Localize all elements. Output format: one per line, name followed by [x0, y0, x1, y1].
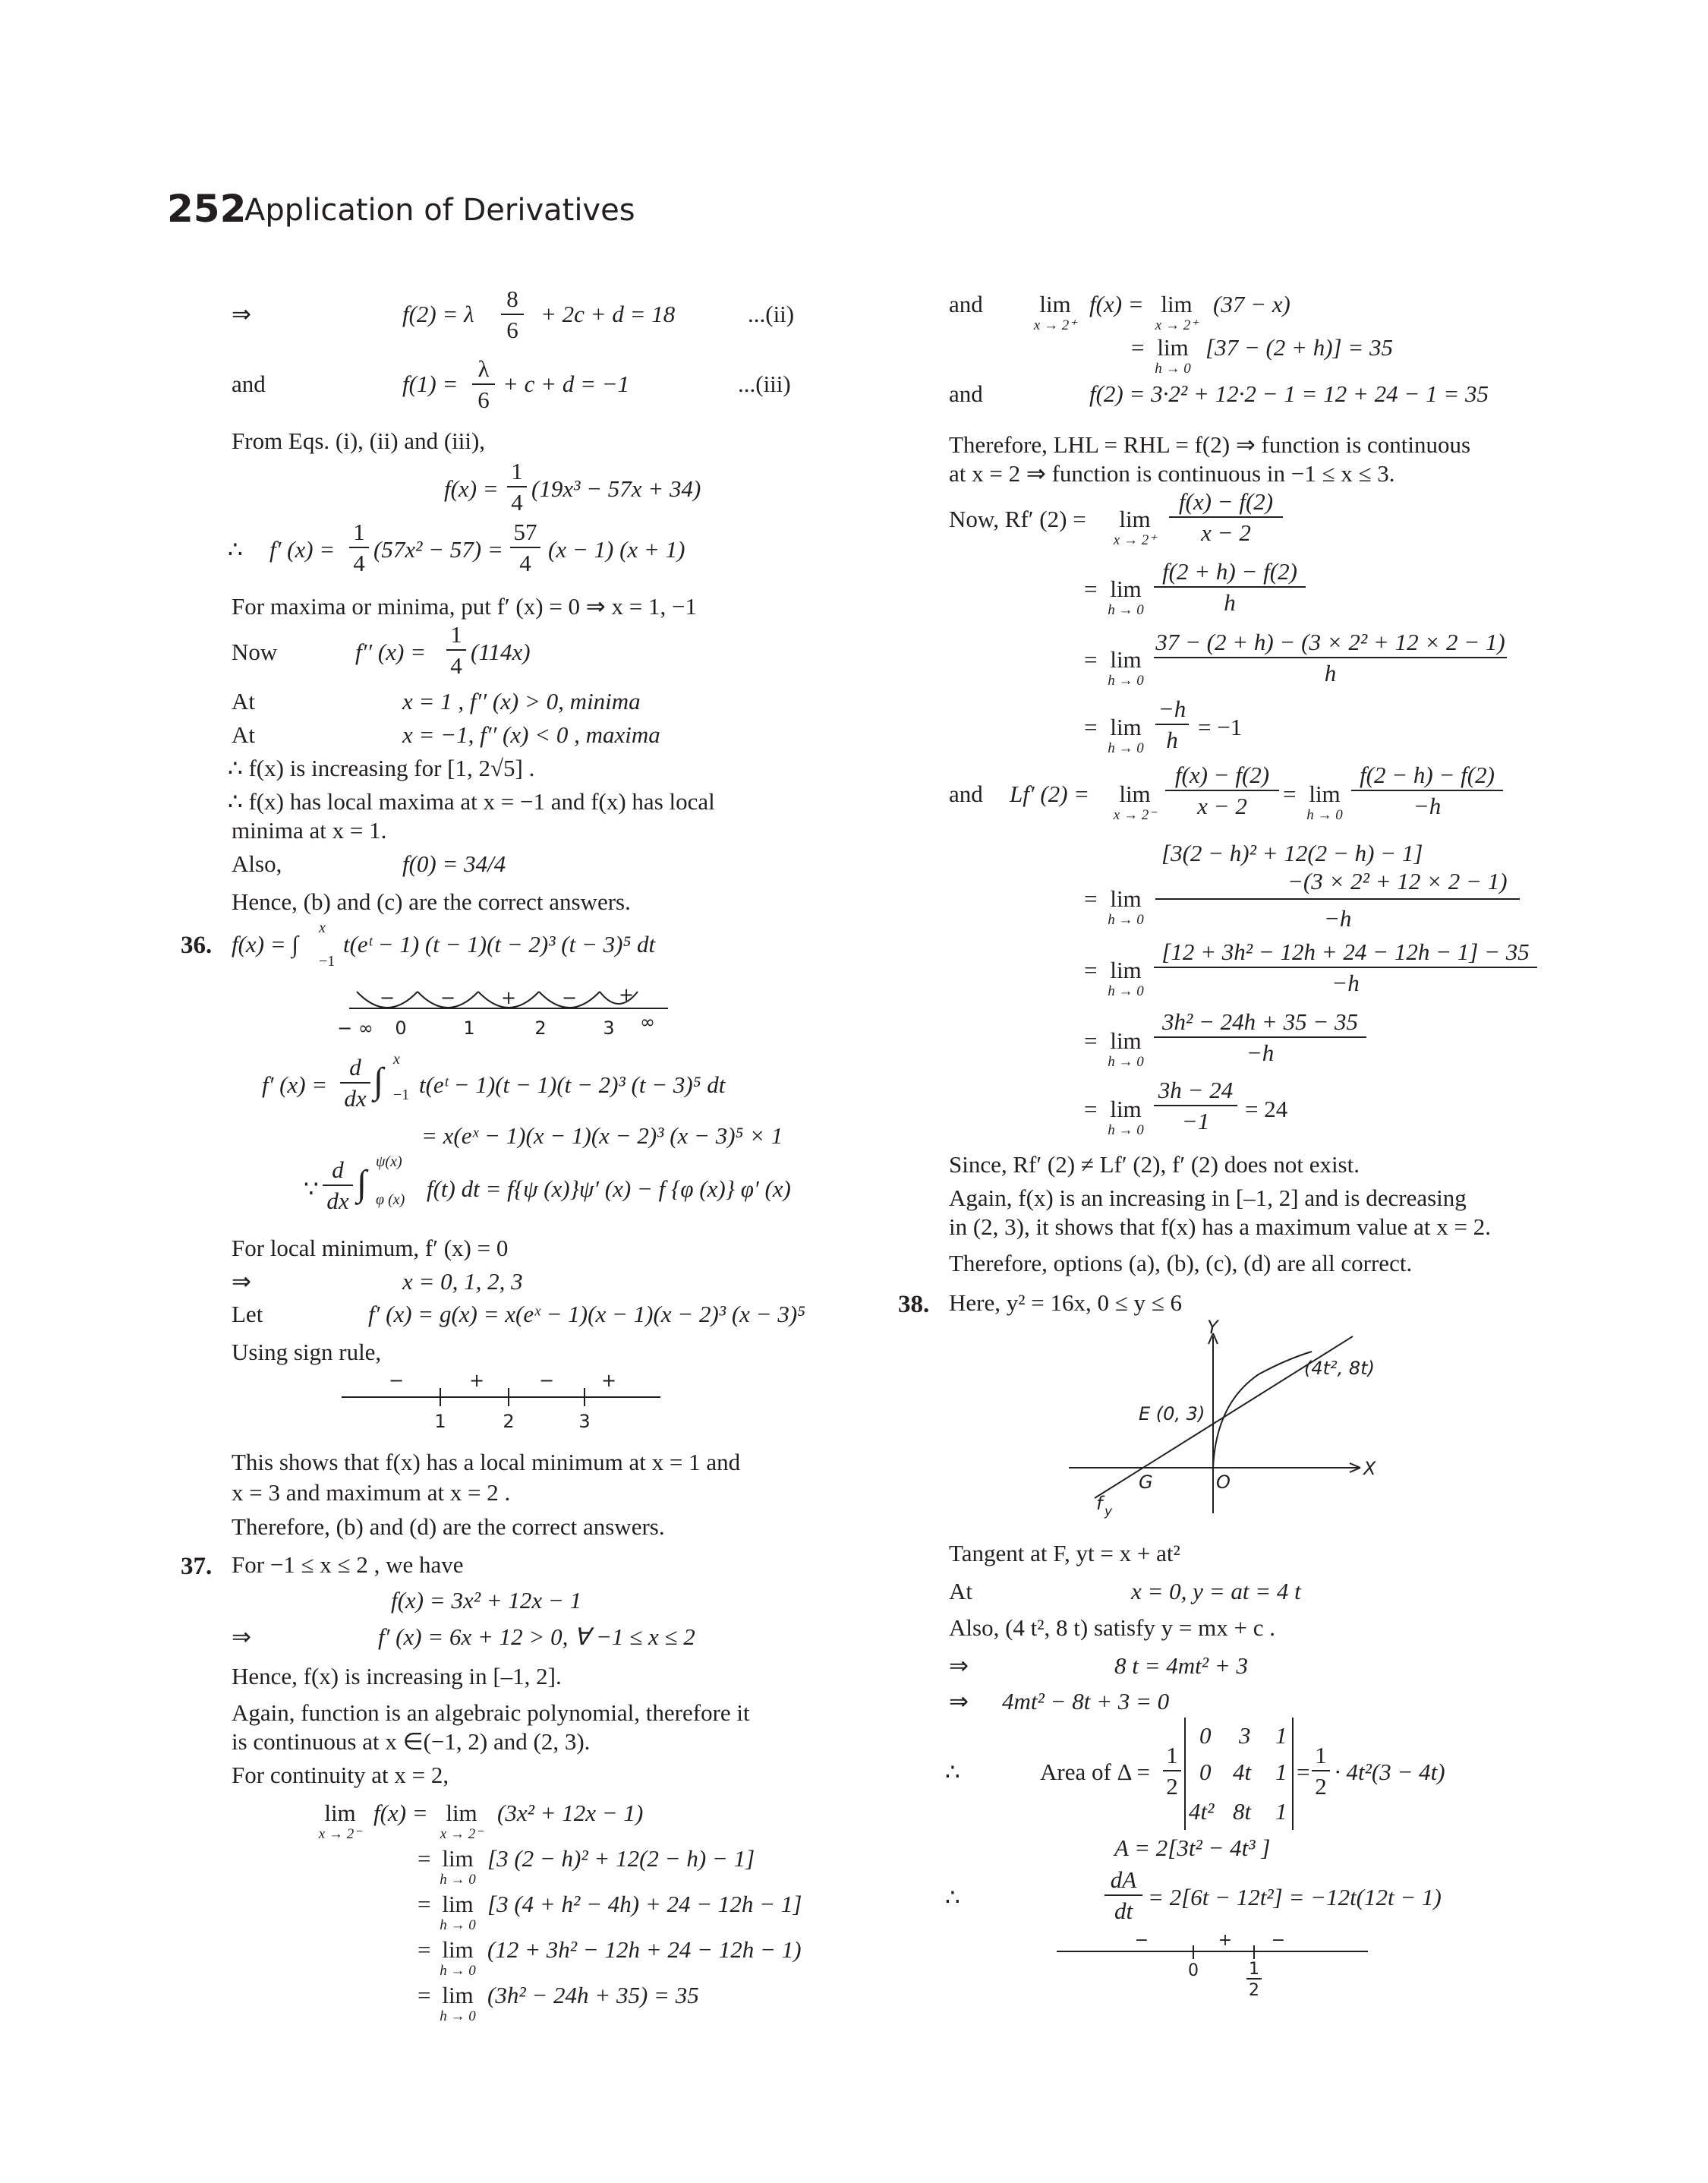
equation-fprime-mid: (57x² − 57) = — [373, 536, 503, 563]
equation-derivative: = 2[6t − 12t²] = −12t(12t − 1) — [1148, 1884, 1442, 1910]
sign-diagram-3 — [1057, 1929, 1376, 2000]
limit-subscript: h → 0 — [1108, 1122, 1144, 1138]
limit-operator: lim — [1039, 291, 1071, 317]
equation-part: f(x) = — [373, 1800, 428, 1826]
limit-expression — [1099, 1029, 1152, 1069]
equation-fx-rest: (19x³ − 57x + 34) — [531, 475, 701, 502]
equation-fdoubleprime: f′′ (x) = — [355, 639, 426, 665]
question-number-36: 36. — [181, 932, 213, 959]
matrix-cell: 0 — [1199, 1759, 1212, 1785]
denominator: −1 — [1181, 1108, 1210, 1134]
equals-sign: = — [418, 1891, 431, 1917]
text-line: For local minimum, f′ (x) = 0 — [232, 1235, 509, 1261]
equation-fx: f(x) = 3x² + 12x − 1 — [391, 1587, 582, 1614]
text-line: x = 1 , f′′ (x) > 0, minima — [402, 688, 641, 715]
sign-diagram-2 — [342, 1367, 676, 1435]
at-label: At — [232, 688, 255, 715]
denominator: −h — [1331, 970, 1360, 996]
axis-label: 0 — [1188, 1961, 1199, 1980]
limit-subscript: h → 0 — [440, 1917, 476, 1933]
sign-label: + — [618, 984, 635, 1005]
equation-part: · 4t²(3 − 4t) — [1335, 1759, 1445, 1785]
equation-fx: f(x) = — [444, 475, 499, 502]
text-line: Again, f(x) is an increasing in [–1, 2] and is decreasing — [949, 1185, 1467, 1211]
numerator: 37 − (2 + h) − (3 × 2² + 12 × 2 − 1) — [1155, 629, 1505, 655]
limit-operator: lim — [1110, 885, 1142, 912]
matrix-cell: 0 — [1199, 1722, 1212, 1749]
implies-sign: ⇒ — [949, 1652, 969, 1679]
limit-subscript: h → 0 — [1108, 740, 1144, 756]
text-line: minima at x = 1. — [232, 817, 387, 844]
matrix-cell: 4t² — [1189, 1798, 1215, 1825]
text-line: Therefore, (b) and (d) are the correct answers. — [232, 1513, 665, 1540]
denominator: 4 — [519, 550, 531, 576]
equation-fprime: f′ (x) = — [269, 536, 336, 563]
equation-f1-rest: + c + d = −1 — [503, 371, 630, 397]
limit-expression — [1099, 887, 1152, 927]
axis-label: ∞ — [640, 1011, 655, 1033]
axis-label: 1 — [434, 1411, 446, 1432]
therefore-sign: ∴ — [228, 536, 243, 563]
limit-subscript: h → 0 — [1155, 361, 1191, 377]
matrix-cell: 1 — [1275, 1798, 1287, 1825]
axis-label: 2 — [1249, 1981, 1259, 2000]
integral-upper-limit: x — [393, 1051, 400, 1068]
equals-sign: = — [418, 1845, 431, 1872]
fraction-difference-quotient — [1154, 630, 1507, 685]
text-line: For −1 ≤ x ≤ 2 , we have — [232, 1551, 464, 1578]
limit-operator: lim — [1119, 781, 1151, 807]
fraction-bar — [1155, 898, 1520, 900]
limit-expression — [431, 1983, 484, 2024]
limit-expression — [1146, 292, 1207, 333]
equation-integral: f(x) = ∫ — [232, 931, 298, 957]
limit-operator: lim — [1110, 1096, 1142, 1122]
focus-label-sub: y — [1105, 1504, 1113, 1519]
equation-tag-ii: ...(ii) — [748, 301, 795, 327]
limit-subscript: h → 0 — [1108, 983, 1144, 999]
limit-expression — [1099, 715, 1152, 756]
question-number-37: 37. — [181, 1553, 213, 1580]
text-line: x = −1, f′′ (x) < 0 , maxima — [402, 721, 660, 748]
limit-expression — [1146, 336, 1199, 376]
denominator: 4 — [511, 489, 523, 516]
denominator: 4 — [353, 550, 365, 576]
axis-label: 3 — [603, 1017, 615, 1039]
text-line: Again, function is an algebraic polynomial, therefore it — [232, 1699, 750, 1726]
equation-part: (3x² + 12x − 1) — [497, 1800, 644, 1826]
fraction-d-dx — [323, 1158, 353, 1213]
text-line: Hence, (b) and (c) are the correct answers. — [232, 888, 631, 915]
numerator: 57 — [513, 519, 537, 545]
text-line: x = 0, y = at = 4 t — [1131, 1578, 1301, 1604]
axis-label: 2 — [503, 1411, 515, 1432]
text-line: ∴ f(x) has local maxima at x = −1 and f(x) has local — [228, 788, 715, 815]
equation-result: = x(eˣ − 1)(x − 1)(x − 2)³ (x − 3)⁵ × 1 — [421, 1122, 783, 1149]
fraction-57-4 — [510, 520, 540, 575]
numerator: f(x) − f(2) — [1178, 488, 1274, 515]
axis-label: 0 — [395, 1017, 407, 1039]
sign-label: − — [538, 1370, 555, 1391]
limit-operator: lim — [442, 1982, 474, 2008]
sign-label: − — [1271, 1931, 1286, 1950]
numerator: −h — [1158, 696, 1186, 722]
equation-integrand: t(eᵗ − 1)(t − 1)(t − 2)³ (t − 3)⁵ dt — [419, 1071, 726, 1098]
matrix-cell: 4t — [1233, 1759, 1252, 1785]
equals-sign: = — [1084, 1096, 1098, 1122]
axis-label: − ∞ — [337, 1017, 373, 1039]
limit-operator: lim — [1161, 291, 1193, 317]
fraction-1-4 — [349, 520, 369, 575]
numerator: λ — [477, 355, 490, 382]
limit-expression — [1025, 292, 1086, 333]
focus-label: f — [1096, 1493, 1103, 1514]
integral-sign: ∫ — [357, 1163, 367, 1203]
equation-part: (3h² − 24h + 35) = 35 — [487, 1982, 699, 2008]
text-line: x = 0, 1, 2, 3 — [402, 1268, 523, 1295]
numerator: 1 — [1315, 1742, 1327, 1768]
limit-operator: lim — [1110, 1027, 1142, 1054]
limit-subscript: h → 0 — [440, 2008, 476, 2024]
sign-label: − — [1134, 1931, 1149, 1950]
integral-sign: ∫ — [373, 1061, 384, 1101]
limit-subscript: x → 2⁺ — [1155, 317, 1199, 333]
equation-part: = −1 — [1198, 714, 1243, 740]
numerator: 1 — [450, 621, 462, 648]
limit-expression — [310, 1801, 370, 1841]
axis-label: 2 — [534, 1017, 547, 1039]
fraction-lambda-6 — [472, 357, 495, 412]
numerator-line-1: [3(2 − h)² + 12(2 − h) − 1] — [1161, 840, 1423, 866]
denominator: 6 — [506, 317, 518, 343]
equation-integrand: t(eᵗ − 1) (t − 1)(t − 2)³ (t − 3)⁵ dt — [343, 931, 656, 957]
denominator: 4 — [450, 652, 462, 679]
limit-operator: lim — [1157, 334, 1189, 361]
equation-lf: Lf′ (2) = — [1010, 781, 1090, 807]
equation-rf: Now, Rf′ (2) = — [949, 506, 1086, 532]
equation-part: = 24 — [1245, 1096, 1288, 1122]
limit-operator: lim — [442, 1936, 474, 1963]
limit-expression — [431, 1801, 492, 1841]
text-line: at x = 2 ⇒ function is continuous in −1 ≤ x ≤ 3. — [949, 460, 1395, 487]
axis-label: 1 — [1249, 1960, 1259, 1979]
text-line: f′ (x) = g(x) = x(eˣ − 1)(x − 1)(x − 2)³ (x − 3)⁵ — [368, 1301, 805, 1327]
limit-operator: lim — [442, 1845, 474, 1872]
now-label: Now — [232, 639, 278, 665]
limit-expression — [431, 1892, 484, 1932]
numerator: 1 — [1166, 1742, 1178, 1768]
axis-label: 1 — [463, 1017, 475, 1039]
numerator: d — [332, 1156, 344, 1183]
equation-fprime: f′ (x) = 6x + 12 > 0, ∀ −1 ≤ x ≤ 2 — [378, 1623, 695, 1650]
let-label: Let — [232, 1301, 263, 1327]
equals-sign: = — [1084, 646, 1098, 673]
limit-operator: lim — [1110, 714, 1142, 740]
at-label: At — [232, 721, 255, 748]
text-line: Also, (4 t², 8 t) satisfy y = mx + c . — [949, 1614, 1276, 1641]
limit-expression — [1298, 782, 1351, 822]
limit-subscript: x → 2⁻ — [1113, 807, 1157, 823]
implies-sign: ⇒ — [232, 301, 251, 327]
equals-sign: = — [1084, 885, 1098, 912]
equation-fdoubleprime-rest: (114x) — [471, 639, 531, 665]
fraction-1-4 — [507, 459, 527, 514]
limit-subscript: h → 0 — [1108, 912, 1144, 928]
text-line: Tangent at F, yt = x + at² — [949, 1540, 1180, 1566]
integral-upper-limit: ψ(x) — [376, 1153, 402, 1170]
denominator: 6 — [477, 386, 490, 413]
equation-f2: f(2) = λ — [402, 301, 474, 327]
limit-subscript: x → 2⁻ — [440, 1826, 484, 1842]
limit-operator: lim — [1309, 781, 1341, 807]
limit-subscript: x → 2⁺ — [1033, 317, 1077, 333]
therefore-sign: ∴ — [945, 1759, 960, 1785]
and-label: and — [949, 380, 983, 407]
denominator: 2 — [1166, 1773, 1178, 1800]
matrix-cell: 3 — [1239, 1722, 1251, 1749]
x-axis-label: X — [1363, 1458, 1376, 1479]
denominator: dx — [344, 1085, 367, 1112]
sign-label: + — [468, 1370, 485, 1391]
equation-fprime-rest: (x − 1) (x + 1) — [548, 536, 685, 563]
at-label: At — [949, 1578, 972, 1604]
fraction-1-2 — [1312, 1743, 1330, 1798]
limit-subscript: h → 0 — [440, 1963, 476, 1979]
determinant-matrix — [1184, 1718, 1294, 1830]
limit-operator: lim — [1110, 576, 1142, 602]
limit-expression — [431, 1847, 484, 1887]
numerator-line-2: −(3 × 2² + 12 × 2 − 1) — [1287, 868, 1508, 894]
limit-expression — [1105, 507, 1165, 547]
limit-operator: lim — [1119, 506, 1151, 532]
denominator: dx — [326, 1188, 349, 1214]
limit-operator: lim — [1110, 646, 1142, 673]
fraction-d-dx — [340, 1055, 370, 1110]
implies-sign: ⇒ — [232, 1623, 251, 1650]
equation-f1: f(1) = — [402, 371, 459, 397]
limit-operator: lim — [442, 1891, 474, 1917]
fraction-minus-h-h — [1155, 697, 1189, 752]
sign-label: − — [561, 987, 578, 1008]
integral-lower-limit: −1 — [393, 1087, 410, 1103]
point-label: (4t², 8t) — [1304, 1358, 1375, 1379]
parabola-curve — [1213, 1352, 1312, 1468]
implies-sign: ⇒ — [232, 1268, 251, 1295]
numerator: d — [349, 1054, 361, 1080]
page-number: 252 — [167, 187, 247, 231]
matrix-cell: 8t — [1233, 1798, 1252, 1825]
numerator: f(2 + h) − f(2) — [1162, 558, 1297, 585]
integral-lower-limit: φ (x) — [376, 1191, 405, 1208]
limit-expression — [1105, 782, 1165, 822]
denominator: 2 — [1315, 1773, 1327, 1800]
fraction-difference-quotient — [1154, 560, 1306, 614]
y-axis-label: Y — [1207, 1317, 1218, 1338]
denominator: dt — [1114, 1898, 1133, 1924]
implies-sign: ⇒ — [949, 1688, 969, 1715]
point-e-label: E (0, 3) — [1139, 1403, 1205, 1424]
equation-area: A = 2[3t² − 4t³ ] — [1114, 1834, 1271, 1861]
equation-part: [37 − (2 + h)] = 35 — [1205, 334, 1394, 361]
limit-expression — [1099, 958, 1152, 998]
also-label: Also, — [232, 850, 282, 877]
limit-subscript: x → 2⁻ — [318, 1826, 362, 1842]
text-line: 8 t = 4mt² + 3 — [1114, 1652, 1248, 1679]
text-line: Here, y² = 16x, 0 ≤ y ≤ 6 — [949, 1289, 1183, 1316]
limit-expression — [1099, 577, 1152, 617]
equation-part: (12 + 3h² − 12h + 24 − 12h − 1) — [487, 1936, 802, 1963]
equals-sign: = — [1084, 576, 1098, 602]
denominator: h — [1166, 727, 1178, 753]
limit-operator: lim — [446, 1800, 477, 1826]
limit-subscript: h → 0 — [440, 1872, 476, 1888]
point-g-label: G — [1139, 1472, 1153, 1493]
denominator: −h — [1246, 1039, 1275, 1066]
text-line: For continuity at x = 2, — [232, 1762, 449, 1788]
therefore-sign: ∴ — [945, 1884, 960, 1910]
parabola-tangent-graph — [1063, 1317, 1420, 1519]
fraction-expression — [1154, 940, 1537, 995]
limit-expression — [1099, 648, 1152, 688]
origin-label: O — [1216, 1472, 1231, 1493]
fraction-1-2 — [1163, 1743, 1181, 1798]
fraction-difference-quotient — [1169, 490, 1283, 544]
text-line: in (2, 3), it shows that f(x) has a maximum value at x = 2. — [949, 1213, 1491, 1240]
equals-sign: = — [1084, 714, 1098, 740]
sign-diagram-1 — [334, 970, 676, 1039]
equation-tag-iii: ...(iii) — [738, 371, 791, 397]
integral-upper-limit: x — [319, 920, 326, 936]
and-label: and — [949, 781, 983, 807]
limit-subscript: h → 0 — [1108, 1054, 1144, 1070]
numerator: [12 + 3h² − 12h + 24 − 12h − 1] − 35 — [1161, 939, 1530, 965]
equation-part: [3 (4 + h² − 4h) + 24 − 12h − 1] — [487, 1891, 802, 1917]
text-line: Therefore, LHL = RHL = f(2) ⇒ function is continuous — [949, 431, 1471, 458]
denominator: x − 2 — [1197, 793, 1247, 819]
limit-subscript: h → 0 — [1108, 673, 1144, 689]
and-label: and — [949, 291, 983, 317]
fraction-1-4 — [446, 623, 466, 677]
equals-sign: = — [1084, 957, 1098, 983]
equation-leibniz: f(t) dt = f{ψ (x)}ψ′ (x) − f {φ (x)} φ′ (x) — [427, 1175, 791, 1202]
equals-sign: = — [1297, 1759, 1310, 1785]
equation-fprime-integral: f′ (x) = — [262, 1071, 328, 1098]
fraction-dA-dt — [1105, 1868, 1142, 1923]
limit-operator: lim — [1110, 957, 1142, 983]
text-line: This shows that f(x) has a local minimum at x = 1 and — [232, 1449, 741, 1475]
text-line: Since, Rf′ (2) ≠ Lf′ (2), f′ (2) does not exist. — [949, 1151, 1360, 1178]
text-line: is continuous at x ∈(−1, 2) and (2, 3). — [232, 1728, 591, 1755]
fraction-difference-quotient — [1165, 763, 1279, 818]
equals-sign: = — [418, 1936, 431, 1963]
limit-expression — [1099, 1097, 1152, 1137]
equals-sign: = — [1131, 334, 1145, 361]
sign-label: − — [440, 987, 456, 1008]
equation-f2: f(2) = 3·2² + 12·2 − 1 = 12 + 24 − 1 = 35 — [1089, 380, 1489, 407]
fraction-difference-quotient — [1351, 763, 1503, 818]
equation-part: f(x) = — [1089, 291, 1144, 317]
text-line: 4mt² − 8t + 3 = 0 — [1002, 1688, 1170, 1715]
sign-label: + — [500, 987, 517, 1008]
equation-part: (37 − x) — [1213, 291, 1290, 317]
equals-sign: = — [1283, 781, 1297, 807]
equation-f2-rest: + 2c + d = 18 — [540, 301, 676, 327]
integral-lower-limit: −1 — [319, 953, 336, 970]
fraction-expression — [1154, 1078, 1237, 1133]
matrix-cell: 1 — [1275, 1759, 1287, 1785]
text-line: x = 3 and maximum at x = 2 . — [232, 1479, 511, 1506]
numerator: f(2 − h) − f(2) — [1360, 762, 1495, 788]
denominator: h — [1324, 660, 1337, 686]
fraction-expression — [1154, 1010, 1366, 1065]
sign-label: + — [600, 1370, 617, 1391]
numerator: 3h − 24 — [1158, 1077, 1234, 1103]
sign-label: − — [379, 987, 395, 1008]
text-line: Using sign rule, — [232, 1339, 382, 1365]
numerator: 3h² − 24h + 35 − 35 — [1161, 1008, 1359, 1035]
text-line: ∴ f(x) is increasing for [1, 2√5] . — [228, 755, 535, 781]
question-number-38: 38. — [898, 1291, 930, 1318]
area-label: Area of Δ = — [1040, 1759, 1151, 1785]
text-line: Therefore, options (a), (b), (c), (d) are all correct. — [949, 1250, 1413, 1276]
numerator: f(x) − f(2) — [1174, 762, 1270, 788]
fraction-8-6 — [501, 287, 524, 342]
denominator: x − 2 — [1201, 519, 1251, 546]
numerator: 8 — [506, 285, 518, 312]
text-line: For maxima or minima, put f′ (x) = 0 ⇒ x = 1, −1 — [232, 593, 697, 620]
limit-subscript: x → 2⁺ — [1113, 532, 1157, 548]
denominator: −h — [1324, 905, 1352, 932]
text-line: From Eqs. (i), (ii) and (iii), — [232, 427, 486, 454]
limit-subscript: h → 0 — [1108, 602, 1144, 618]
equals-sign: = — [1084, 1027, 1098, 1054]
text-line: Hence, f(x) is increasing in [–1, 2]. — [232, 1663, 562, 1689]
axis-label: 3 — [578, 1411, 591, 1432]
denominator: h — [1224, 589, 1236, 616]
numerator: 1 — [511, 458, 523, 484]
text-line: f(0) = 34/4 — [402, 850, 506, 877]
sign-label: + — [1218, 1931, 1233, 1950]
numerator: dA — [1110, 1866, 1137, 1893]
equation-part: [3 (2 − h)² + 12(2 − h) − 1] — [487, 1845, 755, 1872]
equals-sign: = — [418, 1982, 431, 2008]
numerator: 1 — [353, 519, 365, 545]
matrix-cell: 1 — [1275, 1722, 1287, 1749]
because-sign: ∵ — [304, 1175, 319, 1202]
limit-expression — [431, 1938, 484, 1978]
chapter-title: Application of Derivatives — [244, 193, 635, 228]
denominator: −h — [1413, 793, 1442, 819]
sign-label: − — [388, 1370, 405, 1391]
and-label: and — [232, 371, 266, 397]
limit-subscript: h → 0 — [1306, 807, 1343, 823]
limit-operator: lim — [324, 1800, 356, 1826]
